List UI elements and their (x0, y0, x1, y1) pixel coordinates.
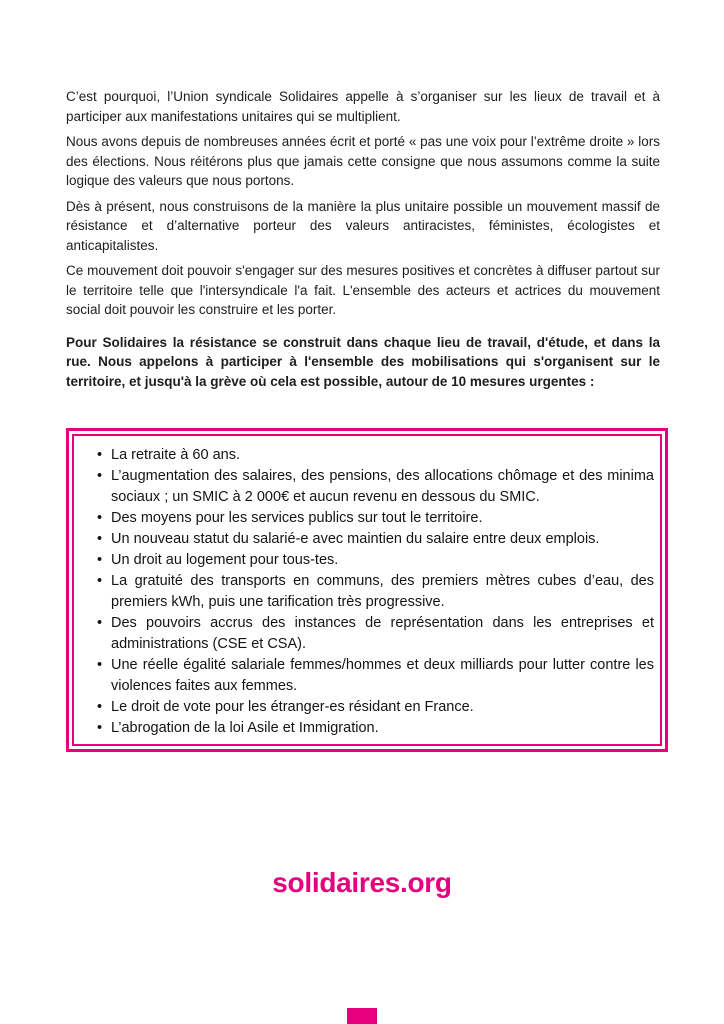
site-footer (0, 867, 724, 899)
list-item: • L’augmentation des salaires, des pensions, des allocations chômage et des minima sociaux ; un SMIC à 2 000€ et aucun revenu en dessous du SMIC. (96, 466, 654, 508)
measures-list (96, 445, 654, 739)
measures-box-inner-border (72, 434, 662, 746)
emphasis-paragraph: Pour Solidaires la résistance se construit dans chaque lieu de travail, d'étude, et dans la rue. Nous appelons à participer à l'ensemble des mobilisations qui s'organisent sur le territoire, et jusqu'à la grève où cela est possible, autour de 10 mesures urgentes : (66, 334, 660, 389)
body-text-block (66, 87, 660, 397)
list-item: • Un droit au logement pour tous-tes. (96, 550, 654, 571)
list-item: • Des pouvoirs accrus des instances de représentation dans les entreprises et administrations (CSE et CSA). (96, 613, 654, 655)
measures-box (66, 428, 668, 752)
list-item: • Un nouveau statut du salarié-e avec maintien du salaire entre deux emplois. (96, 529, 654, 550)
list-item: • La retraite à 60 ans. (96, 445, 654, 466)
list-item: • La gratuité des transports en communs, des premiers mètres cubes d’eau, des premiers kWh, puis une tarification très progressive. (96, 571, 654, 613)
list-item: • Le droit de vote pour les étranger-es résidant en France. (96, 697, 654, 718)
paragraph: Dès à présent, nous construisons de la manière la plus unitaire possible un mouvement massif de résistance et d’alternative porteur des valeurs antiracistes, féministes, écologistes et anticapitalistes. (66, 198, 660, 253)
list-item: • L’abrogation de la loi Asile et Immigration. (96, 718, 654, 739)
list-item: • Une réelle égalité salariale femmes/hommes et deux milliards pour lutter contre les violences faites aux femmes. (96, 655, 654, 697)
list-item: • Des moyens pour les services publics sur tout le territoire. (96, 508, 654, 529)
paragraph: C’est pourquoi, l’Union syndicale Solidaires appelle à s’organiser sur les lieux de travail et à participer aux manifestations unitaires qui se multiplient. (66, 89, 660, 124)
brand-mark (347, 1008, 377, 1024)
paragraph: Ce mouvement doit pouvoir s'engager sur des mesures positives et concrètes à diffuser partout sur le territoire telle que l'intersyndicale l'a fait. L'ensemble des acteurs et actrices du mouvement social doit pouvoir les construire et les porter. (66, 263, 660, 317)
website-link[interactable]: solidaires.org (272, 867, 452, 898)
paragraph: Nous avons depuis de nombreuses années écrit et porté « pas une voix pour l’extrême droite » lors des élections. Nous réitérons plus que jamais cette consigne que nous assumons comme la suite logique des valeurs que nous portons. (66, 134, 660, 188)
